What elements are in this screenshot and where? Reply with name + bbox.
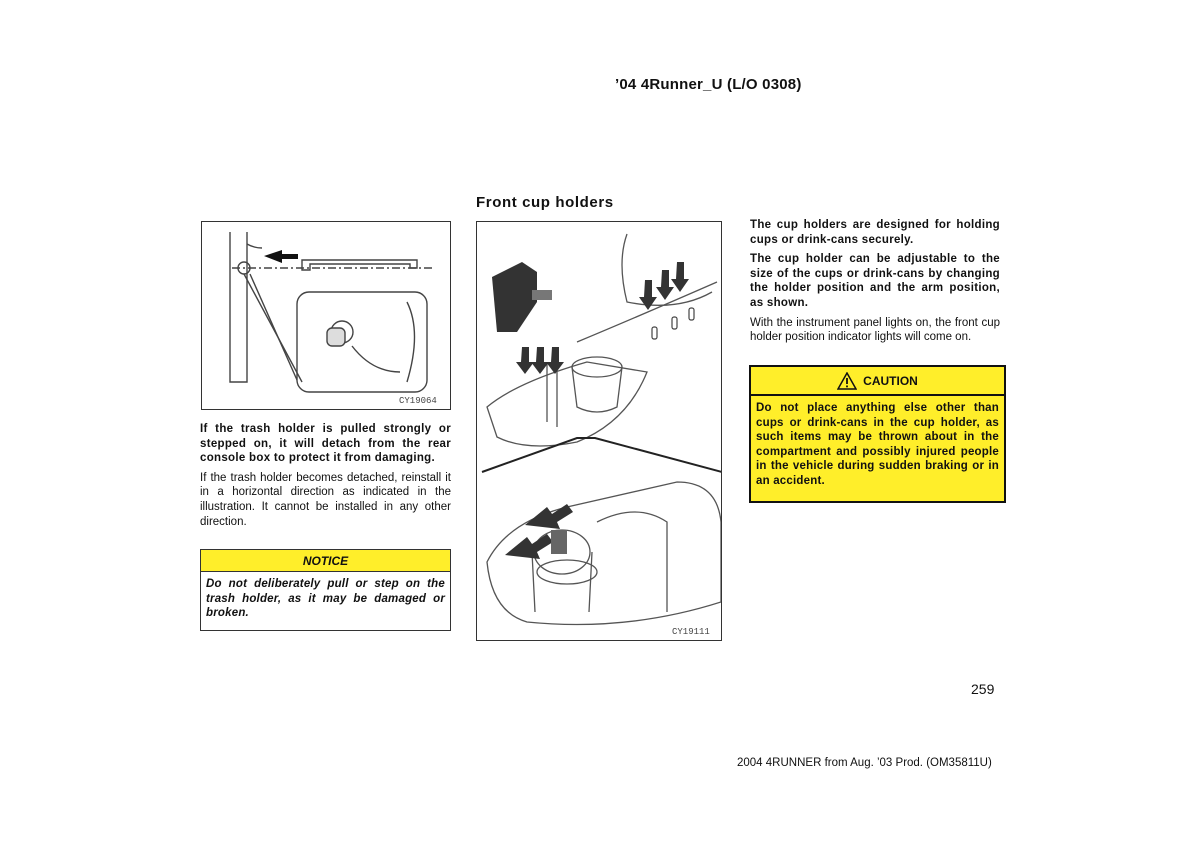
- caution-title: CAUTION: [863, 374, 918, 388]
- arrow-down-icon: [656, 270, 674, 300]
- indicator-lights-text: With the instrument panel lights on, the front cup holder position indicator lights will come on.: [750, 316, 1000, 344]
- caution-box: [749, 365, 1006, 503]
- arrow-down-icon: [531, 347, 549, 374]
- notice-box: [200, 549, 451, 631]
- cup-holder-adjust-text: The cup holder can be adjustable to the size of the cups or drink-cans by changing the holder position and the arm position, as shown.: [750, 253, 1000, 309]
- notice-body: Do not deliberately pull or step on the trash holder, as it may be damaged or broken.: [206, 578, 445, 620]
- right-column: [750, 218, 1000, 350]
- figure-code: CY19064: [399, 396, 437, 406]
- page-number: 259: [971, 681, 995, 697]
- arrow-down-icon: [516, 347, 534, 374]
- document-header-code: ’04 4Runner_U (L/O 0308): [615, 76, 802, 93]
- caution-body: Do not place anything else other than cups or drink-cans in the cup holder, as such items may be thrown about in the compartment and possibly injured people in the vehicle during sudden braking or in an accident.: [756, 402, 999, 487]
- section-title: Front cup holders: [476, 194, 614, 211]
- arrow-down-icon: [671, 262, 689, 292]
- cup-holder-drawing: [477, 222, 721, 640]
- warning-triangle-icon: [837, 372, 857, 390]
- holder-insert-icon: [492, 262, 537, 332]
- cup-holder-illustration: [476, 221, 722, 641]
- figure-code: CY19111: [672, 627, 710, 637]
- arrow-left-down-icon: [525, 504, 573, 529]
- trash-holder-illustration: [201, 221, 451, 410]
- notice-title: NOTICE: [201, 550, 450, 572]
- caution-header: [751, 367, 1004, 396]
- trash-holder-drawing: [202, 222, 450, 409]
- left-column: [200, 422, 451, 534]
- arrow-left-icon: [264, 250, 298, 263]
- footer-text: 2004 4RUNNER from Aug. ’03 Prod. (OM35811U): [737, 757, 992, 769]
- arrow-left-down-icon: [505, 534, 553, 559]
- trash-holder-warning-text: If the trash holder is pulled strongly or stepped on, it will detach from the rear console box to protect it from damaging.: [200, 423, 451, 465]
- cup-holder-design-text: The cup holders are designed for holding cups or drink-cans securely.: [750, 219, 1000, 246]
- trash-holder-reinstall-text: If the trash holder becomes detached, reinstall it in a horizontal direction as indicated in the illustration. It cannot be installed in any other direction.: [200, 471, 451, 528]
